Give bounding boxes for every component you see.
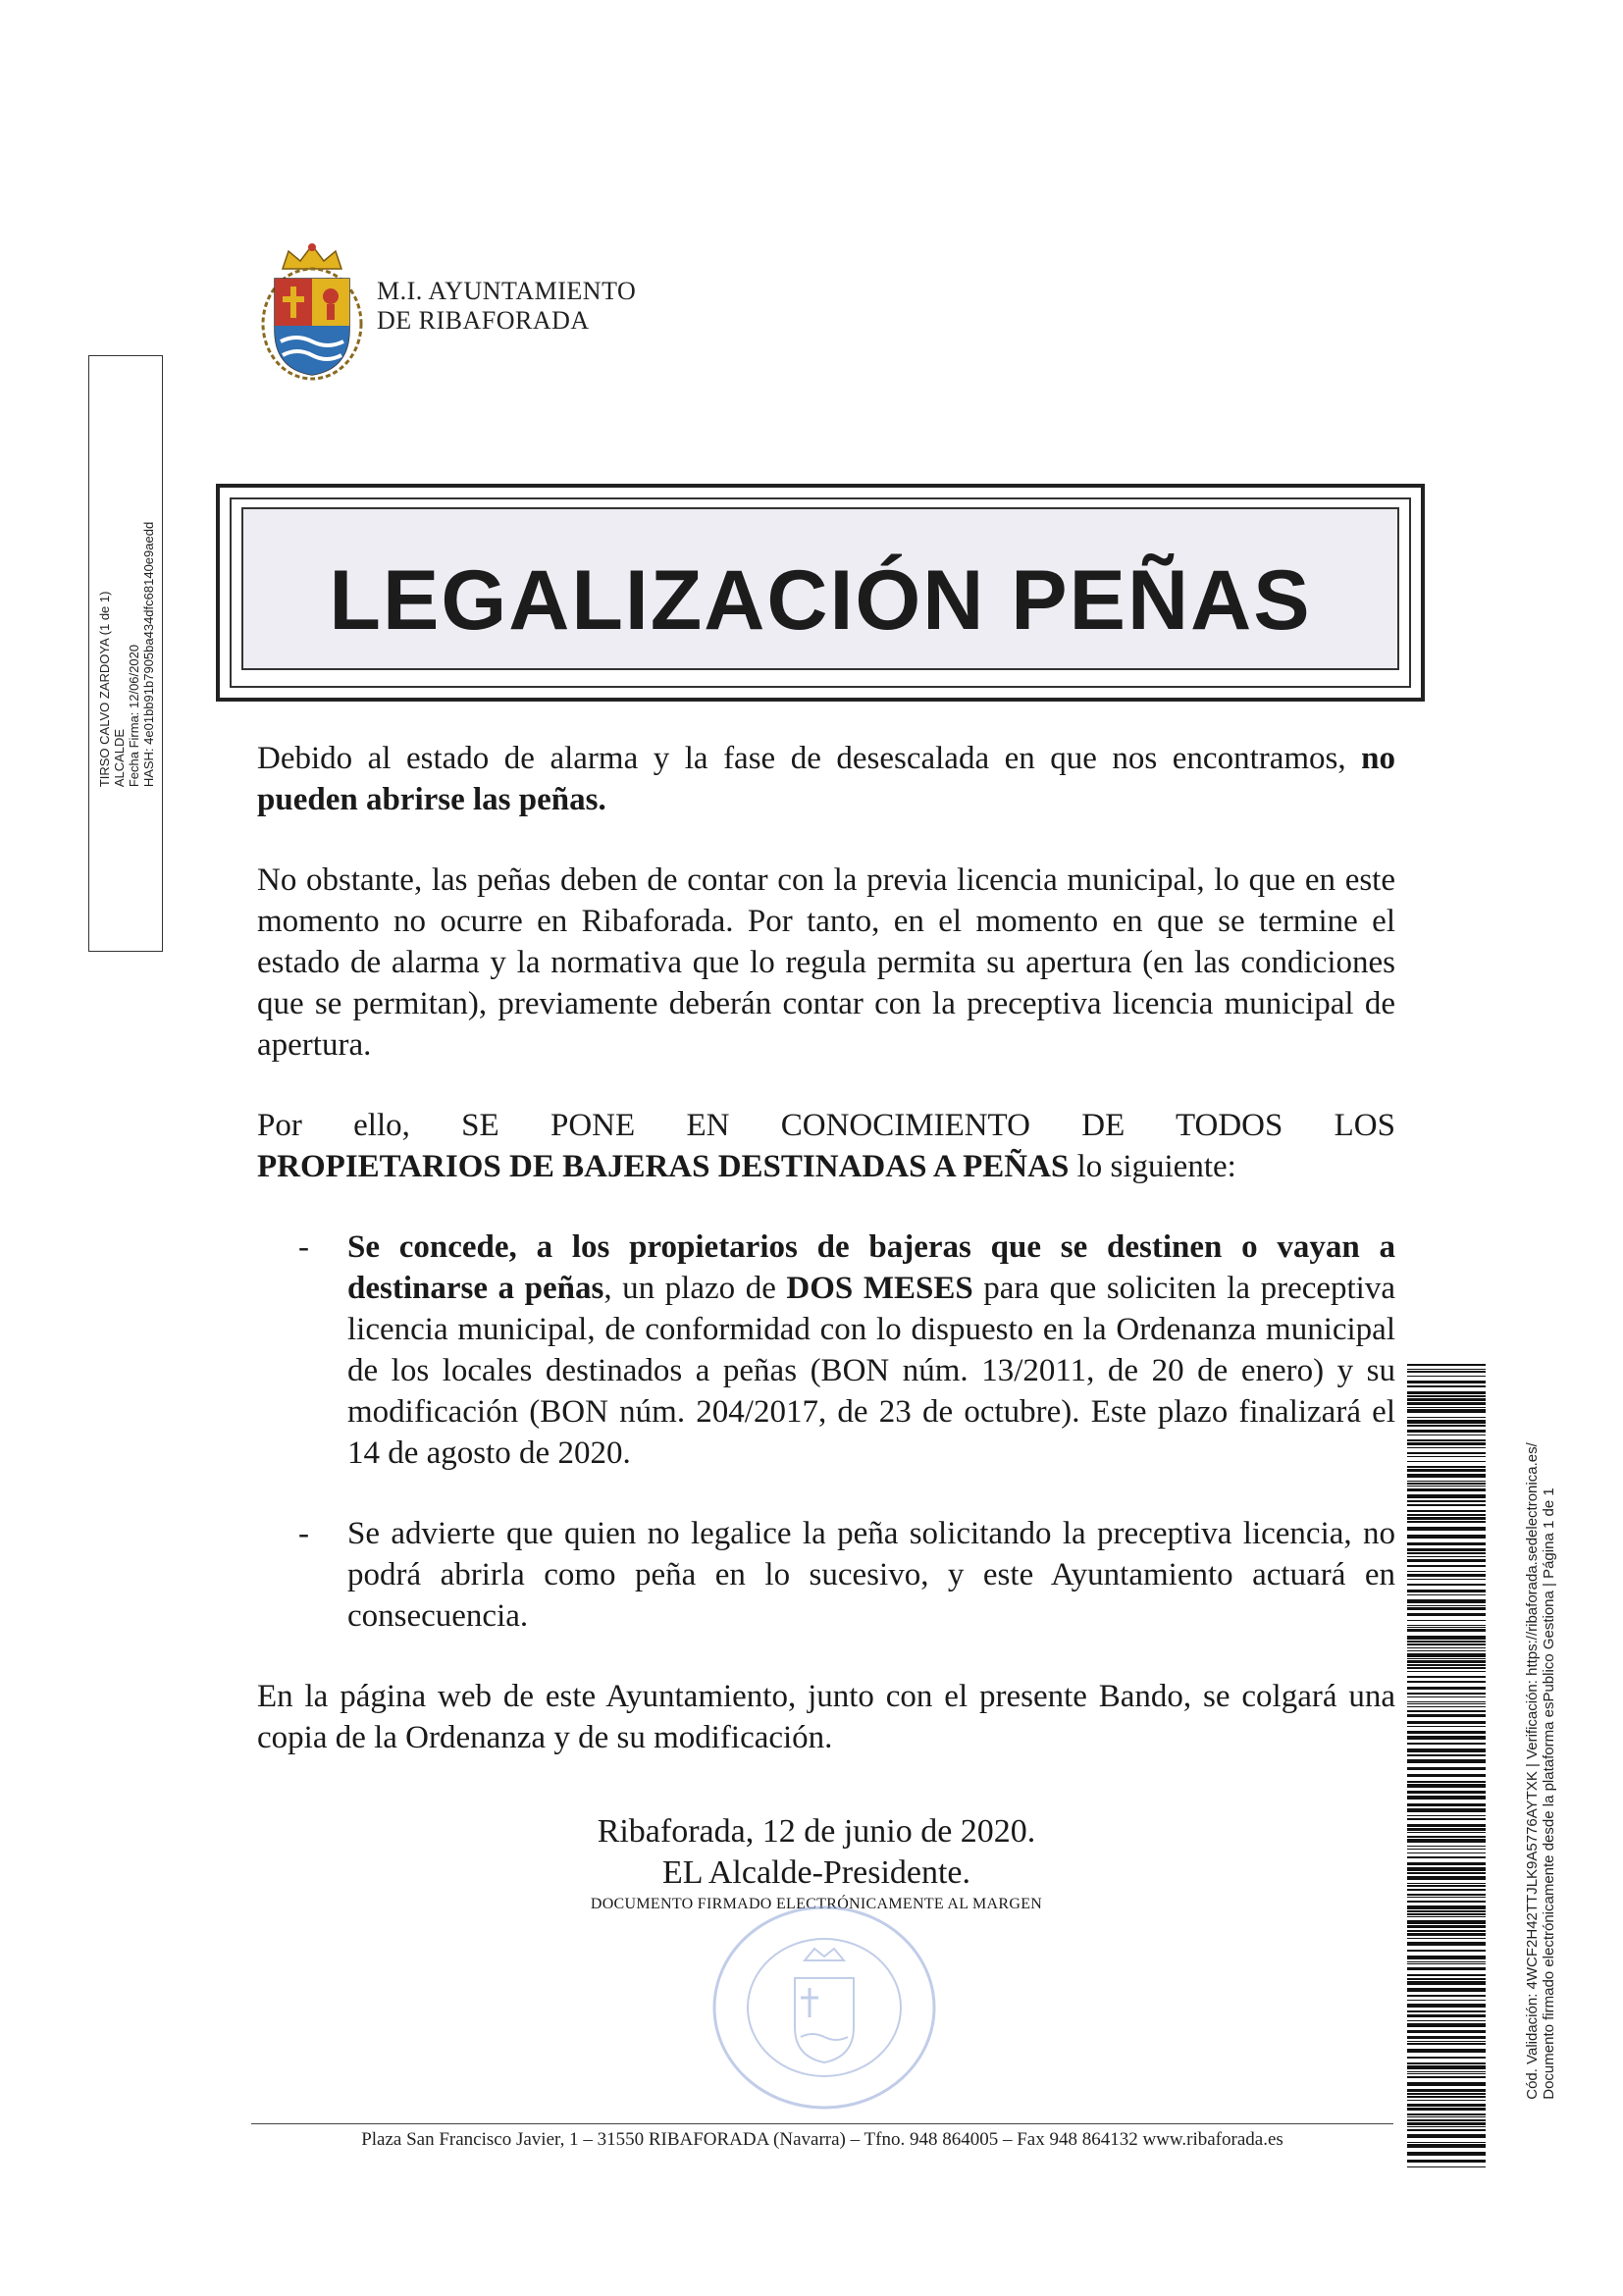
letterhead xyxy=(253,239,724,387)
place-and-date: Ribaforada, 12 de junio de 2020. xyxy=(597,1813,1036,1850)
signature-hash: HASH: 4e01bb91b7905ba434dfc68140e9aedd xyxy=(141,521,156,788)
signature-date: Fecha Firma: 12/06/2020 xyxy=(127,644,141,788)
signer-name: TIRSO CALVO ZARDOYA (1 de 1) xyxy=(97,591,112,788)
title-banner xyxy=(216,484,1425,702)
bullet-1-bold: Se concede, a los propietarios de bajeras que se destinen o vayan a destinarse a peñas xyxy=(347,1229,1395,1306)
bullet-1-rest: para que soliciten la preceptiva licencia municipal, de conformidad con lo dispuesto en la Ordenanza municipal de los locales destinados a peñas (BON núm. 13/2011, de 20 de enero) y su modificación (BON núm. 204/2017, de 23 de octubre). Este plazo finalizará el 14 de agosto de 2020. xyxy=(347,1271,1395,1471)
title-banner-fill xyxy=(241,507,1399,670)
document-body xyxy=(257,738,1395,1798)
paragraph-1-bold: no pueden abrirse las peñas. xyxy=(257,741,1396,817)
organization-line-2: DE RIBAFORADA xyxy=(377,306,590,335)
validation-line-2: Documento firmado electrónicamente desde la plataforma esPublico Gestiona | Página 1 de 1 xyxy=(1541,1487,1557,2100)
signer-role: ALCALDE xyxy=(112,728,127,788)
paragraph-2: No obstante, las peñas deben de contar con la previa licencia municipal, lo que en este momento no ocurre en Ribaforada. Por tanto, en el momento en que se termine el estado de alarma y la normativa que lo regula permita su apertura (en las condiciones que se permitan), previamente deberán contar con la preceptiva licencia municipal de apertura. xyxy=(257,862,1395,1063)
paragraph-3 xyxy=(257,1105,1395,1187)
organization-name xyxy=(377,277,636,336)
bullet-mark: - xyxy=(298,1229,309,1265)
bullet-list xyxy=(257,1226,1395,1637)
bullet-2-text: Se advierte que quien no legalice la peña solicitando la preceptiva licencia, no podrá abrirla como peña en lo sucesivo, y este Ayuntamiento actuará en consecuencia. xyxy=(347,1516,1395,1634)
paragraph-3-end: lo siguiente: xyxy=(1069,1149,1236,1184)
validation-info xyxy=(1524,1442,1557,2100)
document-title: LEGALIZACIÓN PEÑAS xyxy=(329,553,1312,648)
signature-box xyxy=(88,355,163,952)
official-seal-stamp-icon xyxy=(707,1900,942,2115)
municipal-crest-icon xyxy=(253,239,371,387)
footer-address: Plaza San Francisco Javier, 1 – 31550 RIBAFORADA (Navarra) – Tfno. 948 864005 – Fax 948 864132 www.ribaforada.es xyxy=(361,2129,1283,2150)
paragraph-3-bold: PROPIETARIOS DE BAJERAS DESTINADAS A PEÑAS xyxy=(257,1149,1070,1184)
electronic-signature-note: DOCUMENTO FIRMADO ELECTRÓNICAMENTE AL MARGEN xyxy=(590,1896,1043,1912)
list-item xyxy=(257,1226,1395,1474)
paragraph-1 xyxy=(257,738,1395,820)
bullet-mark: - xyxy=(298,1516,309,1551)
paragraph-1-text: Debido al estado de alarma y la fase de desescalada en que nos encontramos, xyxy=(257,741,1346,776)
bullet-1-bold-2: DOS MESES xyxy=(786,1271,973,1306)
footer-divider xyxy=(251,2123,1393,2124)
paragraph-4: En la página web de este Ayuntamiento, junto con el presente Bando, se colgará una copia de la Ordenanza y de su modificación. xyxy=(257,1679,1395,1755)
organization-line-1: M.I. AYUNTAMIENTO xyxy=(377,277,637,305)
validation-line-1: Cód. Validación: 4WCF2H42TTJLK9A5776AYTXK | Verificación: https://ribaforada.sedelectronica.es/ xyxy=(1524,1442,1541,2100)
bullet-1-mid: , un plazo de xyxy=(603,1271,787,1306)
signature-details xyxy=(97,522,156,787)
list-item xyxy=(257,1513,1395,1637)
title-banner-inner-border xyxy=(230,497,1411,688)
validation-barcode-icon xyxy=(1407,1364,1486,2168)
paragraph-3-line-1: Por ello, SE PONE EN CONOCIMIENTO DE TODOS LOS xyxy=(257,1108,1395,1143)
signer-title: EL Alcalde-Presidente. xyxy=(661,1854,971,1891)
